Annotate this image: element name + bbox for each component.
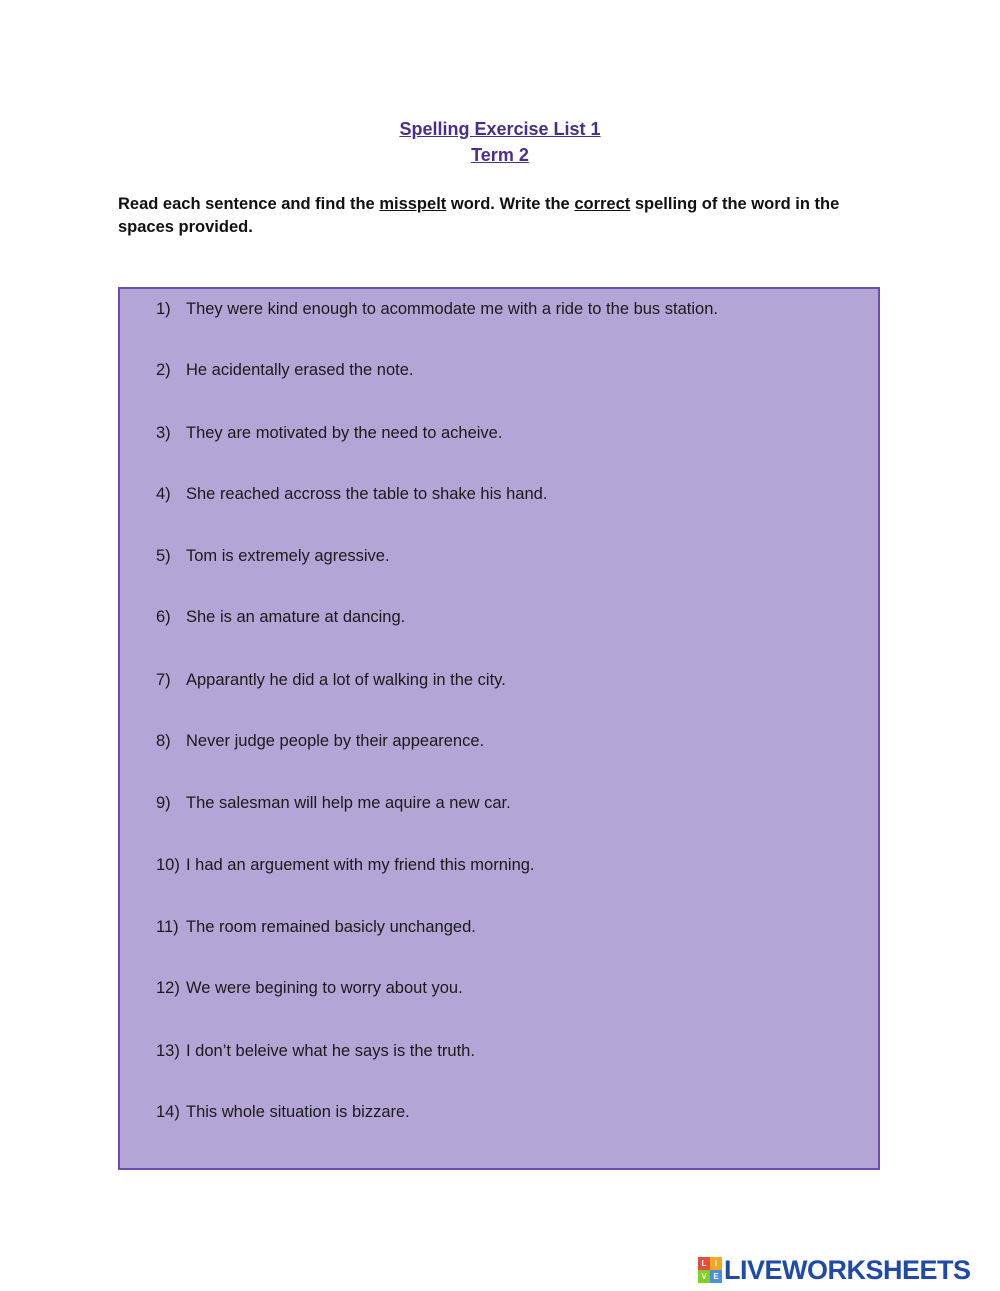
page-subtitle: Term 2 xyxy=(471,145,529,165)
sentence-number: 10) xyxy=(156,856,180,874)
sentence-text: They were kind enough to acommodate me with a ride to the bus station. xyxy=(186,300,718,318)
sentence-number: 8) xyxy=(156,732,171,750)
instructions-correct: correct xyxy=(574,195,631,213)
sentence-item xyxy=(156,1041,475,1061)
sentence-item xyxy=(156,546,390,566)
sentence-item xyxy=(156,423,502,443)
logo-text: LIVEWORKSHEETS xyxy=(724,1254,971,1285)
sentence-item xyxy=(156,484,547,504)
sentence-text: I had an arguement with my friend this morning. xyxy=(186,856,535,874)
sentence-box xyxy=(118,287,880,1170)
page-title: Spelling Exercise List 1 xyxy=(399,119,601,139)
sentence-text: The room remained basicly unchanged. xyxy=(186,918,476,936)
sentence-item xyxy=(156,360,413,380)
logo-block-l: L xyxy=(698,1257,710,1270)
sentence-text: I don’t beleive what he says is the truth. xyxy=(186,1042,475,1060)
logo-blocks-icon xyxy=(698,1257,722,1283)
sentence-item xyxy=(156,978,463,998)
sentence-text: He acidentally erased the note. xyxy=(186,361,414,379)
liveworksheets-logo[interactable] xyxy=(698,1255,971,1285)
sentence-number: 7) xyxy=(156,671,171,689)
sentence-number: 3) xyxy=(156,424,171,442)
sentence-text: Tom is extremely agressive. xyxy=(186,547,390,565)
sentence-text: This whole situation is bizzare. xyxy=(186,1103,410,1121)
sentence-number: 12) xyxy=(156,979,180,997)
sentence-text: They are motivated by the need to acheive. xyxy=(186,424,503,442)
sentence-text: We were begining to worry about you. xyxy=(186,979,463,997)
sentence-number: 14) xyxy=(156,1103,180,1121)
logo-block-v: V xyxy=(698,1270,710,1283)
sentence-number: 6) xyxy=(156,608,171,626)
sentence-number: 9) xyxy=(156,794,171,812)
sentence-number: 2) xyxy=(156,361,171,379)
sentence-number: 13) xyxy=(156,1042,180,1060)
sentence-number: 11) xyxy=(156,918,179,936)
instructions-text-2: word. Write the xyxy=(446,195,575,213)
instructions xyxy=(118,193,888,239)
sentence-number: 4) xyxy=(156,485,171,503)
sentence-item xyxy=(156,1102,410,1122)
sentence-item xyxy=(156,607,405,627)
sentence-item xyxy=(156,917,476,937)
sentence-item xyxy=(156,670,506,690)
sentence-item xyxy=(156,731,484,751)
sentence-text: Apparantly he did a lot of walking in the city. xyxy=(186,671,506,689)
logo-block-e: E xyxy=(710,1270,722,1283)
sentence-text: Never judge people by their appearence. xyxy=(186,732,485,750)
sentence-item xyxy=(156,793,511,813)
instructions-text-3: spelling of the word in the spaces provided. xyxy=(118,195,840,236)
sentence-item xyxy=(156,299,718,319)
sentence-text: She reached accross the table to shake his hand. xyxy=(186,485,548,503)
sentence-number: 5) xyxy=(156,547,171,565)
sentence-item xyxy=(156,855,535,875)
instructions-misspelt: misspelt xyxy=(379,195,447,213)
logo-block-i: I xyxy=(710,1257,722,1270)
sentence-text: The salesman will help me aquire a new car. xyxy=(186,794,511,812)
instructions-text-1: Read each sentence and find the xyxy=(118,195,380,213)
sentence-number: 1) xyxy=(156,300,171,318)
sentence-text: She is an amature at dancing. xyxy=(186,608,406,626)
